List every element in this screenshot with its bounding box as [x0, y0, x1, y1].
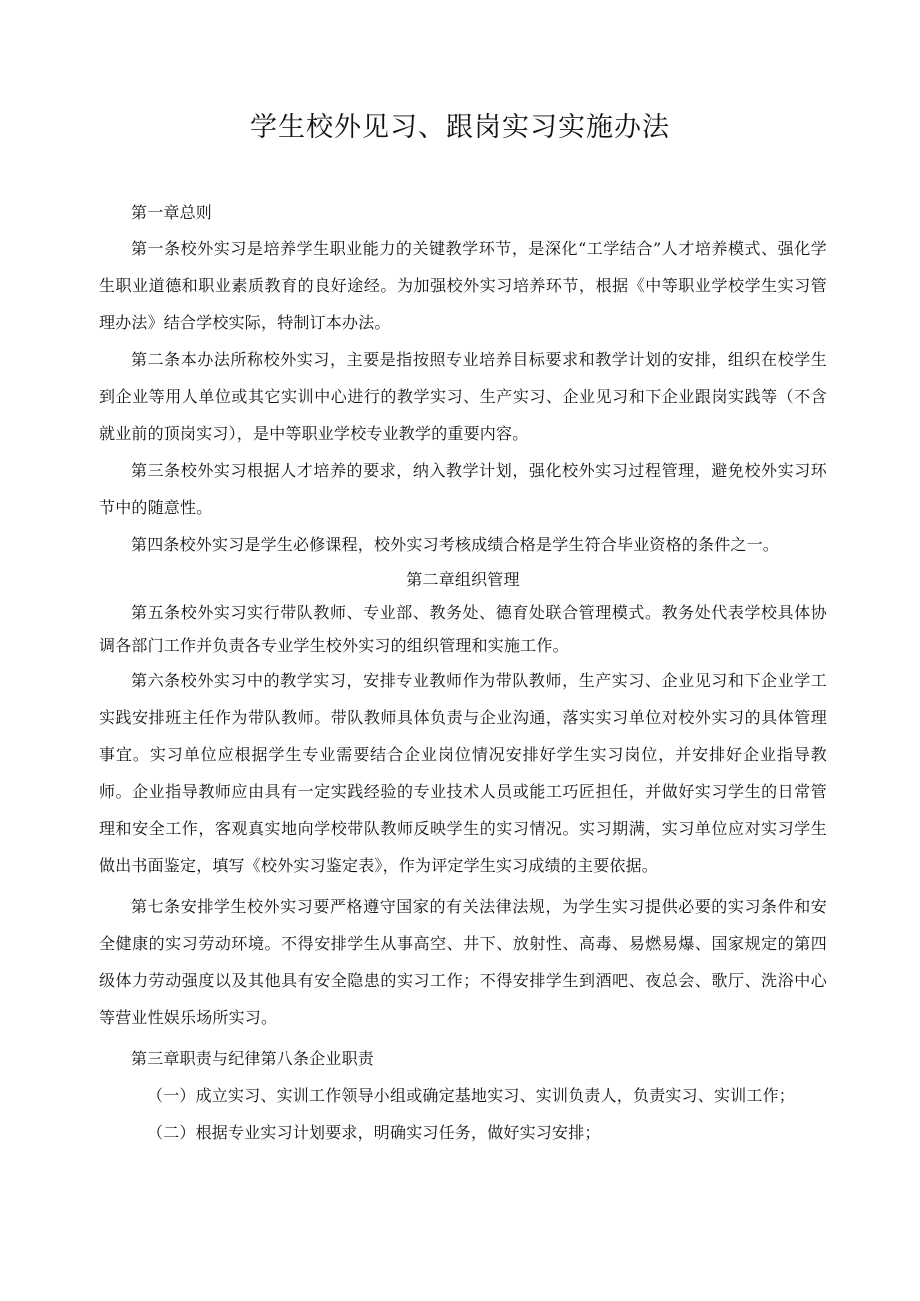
- article-2: 第二条本办法所称校外实习，主要是指按照专业培养目标要求和教学计划的安排，组织在校学生到企业等用人单位或其它实训中心进行的教学实习、生产实习、企业见习和下企业跟岗实践等（不含就业前的顶岗实习），是中等职业学校专业教学的重要内容。: [99, 350, 827, 443]
- chapter-heading-2: 第二章组织管理: [406, 570, 520, 589]
- document-title: 学生校外见习、跟岗实习实施办法: [250, 112, 670, 143]
- article-1: 第一条校外实习是培养学生职业能力的关键教学环节，是深化“工学结合”人才培养模式、强化学生职业道德和职业素质教育的良好途经。为加强校外实习培养环节，根据《中等职业学校学生实习管理办法》结合学校实际，特制订本办法。: [99, 239, 827, 332]
- article-4: 第四条校外实习是学生必修课程，校外实习考核成绩合格是学生符合毕业资格的条件之一。: [131, 535, 780, 554]
- article-3: 第三条校外实习根据人才培养的要求，纳入教学计划，强化校外实习过程管理，避免校外实习环节中的随意性。: [99, 461, 827, 517]
- article-7: 第七条安排学生校外实习要严格遵守国家的有关法律法规，为学生实习提供必要的实习条件和安全健康的实习劳动环境。不得安排学生从事高空、井下、放射性、高毒、易燃易爆、国家规定的第四级体力劳动强度以及其他具有安全隐患的实习工作；不得安排学生到酒吧、夜总会、歌厅、洗浴中心等营业性娱乐场所实习。: [99, 897, 827, 1027]
- item-1: （一）成立实习、实训工作领导小组或确定基地实习、实训负责人，负责实习、实训工作；: [147, 1086, 796, 1105]
- item-2: （二）根据专业实习计划要求，明确实习任务，做好实习安排；: [147, 1123, 601, 1142]
- chapter-heading-3: 第三章职责与纪律第八条企业职责: [131, 1049, 375, 1068]
- document-body: [99, 194, 827, 1151]
- article-6: 第六条校外实习中的教学实习，安排专业教师作为带队教师，生产实习、企业见习和下企业学工实践安排班主任作为带队教师。带队教师具体负责与企业沟通，落实实习单位对校外实习的具体管理事宜。实习单位应根据学生专业需要结合企业岗位情况安排好学生实习岗位，并安排好企业指导教师。企业指导教师应由具有一定实践经验的专业技术人员或能工巧匠担任，并做好实习学生的日常管理和安全工作，客观真实地向学校带队教师反映学生的实习情况。实习期满，实习单位应对实习学生做出书面鉴定，填写《校外实习鉴定表》，作为评定学生实习成绩的主要依据。: [99, 671, 827, 875]
- chapter-heading-1: 第一章总则: [131, 203, 213, 222]
- article-5: 第五条校外实习实行带队教师、专业部、教务处、德育处联合管理模式。教务处代表学校具体协调各部门工作并负责各专业学生校外实习的组织管理和实施工作。: [99, 603, 827, 655]
